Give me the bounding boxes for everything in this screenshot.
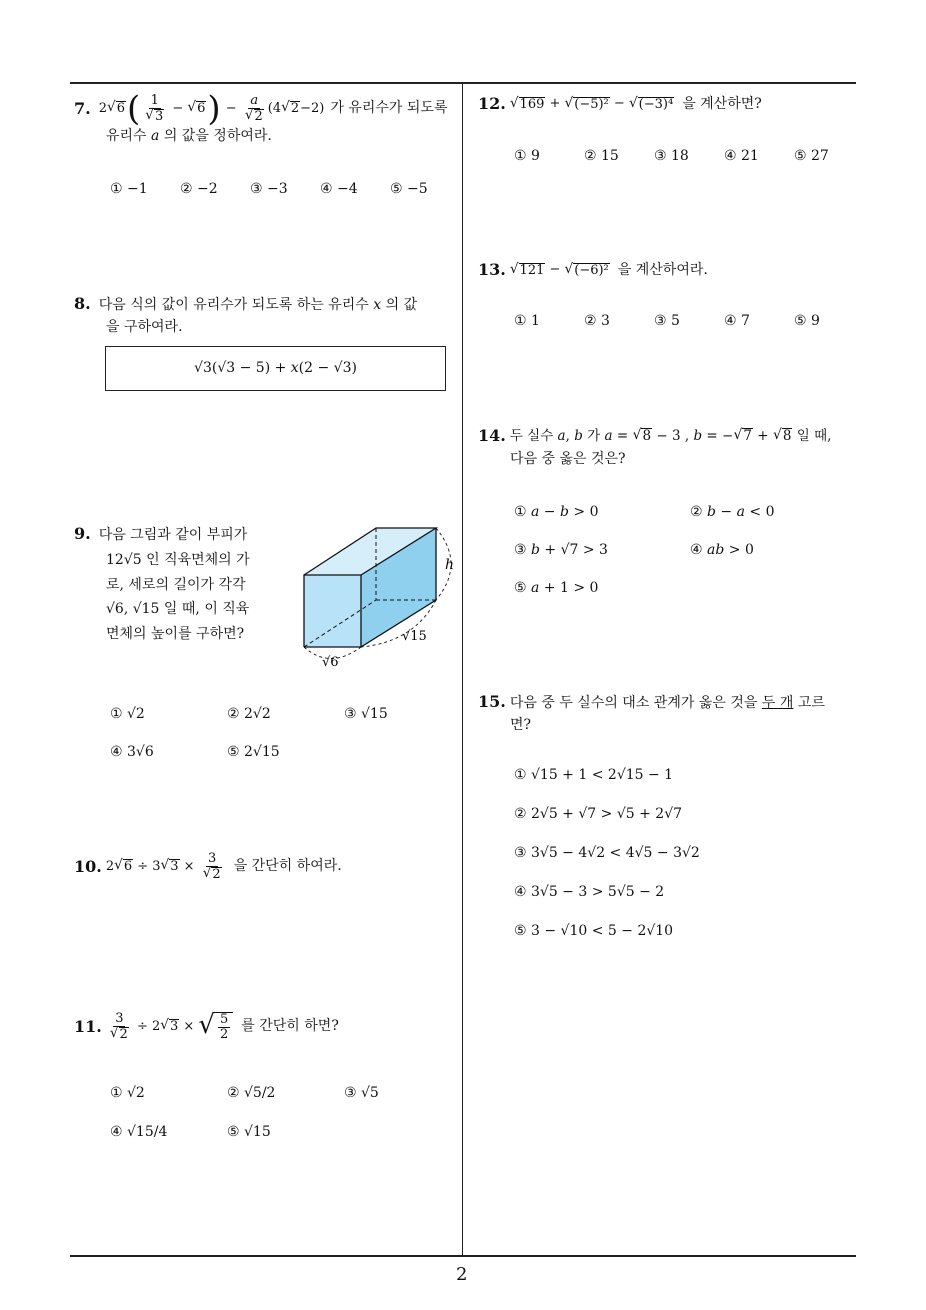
depth-label: √6 bbox=[322, 655, 339, 670]
question-9-line: √6, √15 일 때, 이 직육 bbox=[106, 601, 250, 617]
question-number: 12. bbox=[478, 94, 506, 113]
option[interactable]: ① √2 bbox=[110, 1085, 145, 1101]
question-9 bbox=[74, 520, 284, 646]
question-11-expression: 3 √ 2 ÷ 2 √ 3 × √ $\frac{5}{2}$ bbox=[106, 1012, 233, 1042]
question-10 bbox=[74, 852, 459, 882]
question-12-expression: √ 169 + √ (−5)² − √ (−3)⁴ bbox=[509, 94, 674, 112]
option[interactable]: ③ √15 bbox=[344, 706, 388, 722]
top-rule bbox=[70, 82, 856, 84]
expression-box bbox=[105, 346, 446, 391]
question-12 bbox=[478, 92, 858, 117]
cuboid-figure bbox=[296, 520, 466, 675]
option[interactable]: ① √2 bbox=[110, 706, 145, 722]
question-number: 15. bbox=[478, 692, 506, 711]
option[interactable]: ⑤ 27 bbox=[794, 148, 829, 164]
question-8-text: 다음 식의 값이 유리수가 되도록 하는 유리수 𝑥 의 값 bbox=[98, 297, 418, 313]
option[interactable]: ⑤ 3 − √10 < 5 − 2√10 bbox=[514, 923, 674, 939]
option[interactable]: ⑤ 9 bbox=[794, 313, 820, 329]
option[interactable]: ⑤ 2√15 bbox=[227, 744, 280, 760]
question-14-statement: 두 실수 a , b 가 a = √ 8 − 3 , b = − √ 7 + √ 8 일 때, bbox=[509, 427, 832, 445]
question-14-text-2: 다음 중 옳은 것은? bbox=[510, 450, 626, 467]
option[interactable]: ③ 18 bbox=[654, 148, 689, 164]
question-15-text-2: 면? bbox=[510, 716, 532, 733]
option[interactable]: ③ 𝑏 + √7 > 3 bbox=[514, 542, 608, 558]
question-number: 7. bbox=[74, 98, 91, 118]
option[interactable]: ⑤ −5 bbox=[390, 181, 428, 197]
question-number: 13. bbox=[478, 260, 506, 279]
height-label: h bbox=[445, 557, 455, 573]
option[interactable]: ③ 5 bbox=[654, 313, 680, 329]
question-10-text: 을 간단히 하여라. bbox=[233, 858, 342, 875]
option[interactable]: ④ 𝑎𝑏 > 0 bbox=[690, 542, 754, 558]
front-face bbox=[304, 575, 361, 647]
option[interactable]: ④ 3√6 bbox=[110, 744, 154, 760]
page-number: 2 bbox=[456, 1264, 468, 1285]
question-11 bbox=[74, 1012, 459, 1042]
question-7-expression: 2 √ 6 ( 1 √ 3 − √ 6 ) − a √ 2 (4 √ 2 −2) bbox=[98, 89, 325, 129]
option[interactable]: ② √5/2 bbox=[227, 1085, 276, 1101]
question-15-text-b: 고르 bbox=[797, 695, 825, 711]
option[interactable]: ① 1 bbox=[514, 313, 540, 329]
option[interactable]: ⑤ 𝑎 + 1 > 0 bbox=[514, 580, 599, 596]
option[interactable]: ③ −3 bbox=[250, 181, 288, 197]
option[interactable]: ④ 7 bbox=[724, 313, 750, 329]
option[interactable]: ③ 3√5 − 4√2 < 4√5 − 3√2 bbox=[514, 845, 700, 861]
question-15-text: 다음 중 두 실수의 대소 관계가 옳은 것을 bbox=[509, 695, 758, 711]
question-13-expression: √ 121 − √ (−6)² bbox=[509, 260, 609, 278]
option[interactable]: ① 𝑎 − 𝑏 > 0 bbox=[514, 504, 599, 520]
emphasis-underline: 두 개 bbox=[761, 695, 794, 711]
question-11-text: 를 간단히 하면? bbox=[241, 1018, 339, 1035]
option[interactable]: ② 𝑏 − 𝑎 < 0 bbox=[690, 504, 775, 520]
question-9-line: 12√5 인 직육면체의 가 bbox=[106, 552, 250, 568]
option[interactable]: ② 15 bbox=[584, 148, 619, 164]
option[interactable]: ① −1 bbox=[110, 181, 148, 197]
option[interactable]: ② −2 bbox=[180, 181, 218, 197]
question-14 bbox=[478, 424, 863, 470]
question-7-text-2: 유리수 𝑎 의 값을 정하여라. bbox=[106, 128, 272, 144]
question-number: 9. bbox=[74, 524, 91, 543]
option[interactable]: ② 3 bbox=[584, 313, 610, 329]
option[interactable]: ③ √5 bbox=[344, 1085, 379, 1101]
option[interactable]: ② 2√5 + √7 > √5 + 2√7 bbox=[514, 806, 683, 822]
question-number: 11. bbox=[74, 1016, 102, 1036]
question-9-line: 다음 그림과 같이 부피가 bbox=[98, 527, 248, 543]
option[interactable]: ④ 3√5 − 3 > 5√5 − 2 bbox=[514, 884, 665, 900]
box-expression: √3(√3 − 5) + 𝑥(2 − √3) bbox=[194, 360, 357, 376]
option[interactable]: ① 9 bbox=[514, 148, 540, 164]
option[interactable]: ④ −4 bbox=[320, 181, 358, 197]
question-12-text: 을 계산하면? bbox=[682, 95, 762, 112]
question-7-text: 가 유리수가 되도록 bbox=[330, 100, 448, 117]
question-7 bbox=[74, 89, 459, 148]
question-number: 8. bbox=[74, 294, 91, 313]
question-8 bbox=[74, 292, 459, 338]
option[interactable]: ④ √15/4 bbox=[110, 1124, 168, 1140]
width-label: √15 bbox=[402, 629, 427, 644]
question-number: 14. bbox=[478, 426, 506, 445]
question-13 bbox=[478, 258, 858, 283]
question-15 bbox=[478, 690, 863, 736]
question-number: 10. bbox=[74, 856, 102, 876]
bottom-rule bbox=[70, 1255, 856, 1257]
option[interactable]: ① √15 + 1 < 2√15 − 1 bbox=[514, 767, 674, 783]
question-9-line: 면체의 높이를 구하면? bbox=[106, 625, 245, 642]
question-13-text: 을 계산하여라. bbox=[617, 261, 708, 278]
question-9-line: 로, 세로의 길이가 각각 bbox=[106, 576, 246, 593]
option[interactable]: ⑤ √15 bbox=[227, 1124, 271, 1140]
option[interactable]: ② 2√2 bbox=[227, 706, 271, 722]
question-10-expression: 2 √ 6 ÷ 3 √ 3 × 3 √ 2 bbox=[105, 851, 221, 882]
option[interactable]: ④ 21 bbox=[724, 148, 759, 164]
question-8-text-2: 을 구하여라. bbox=[106, 318, 183, 335]
